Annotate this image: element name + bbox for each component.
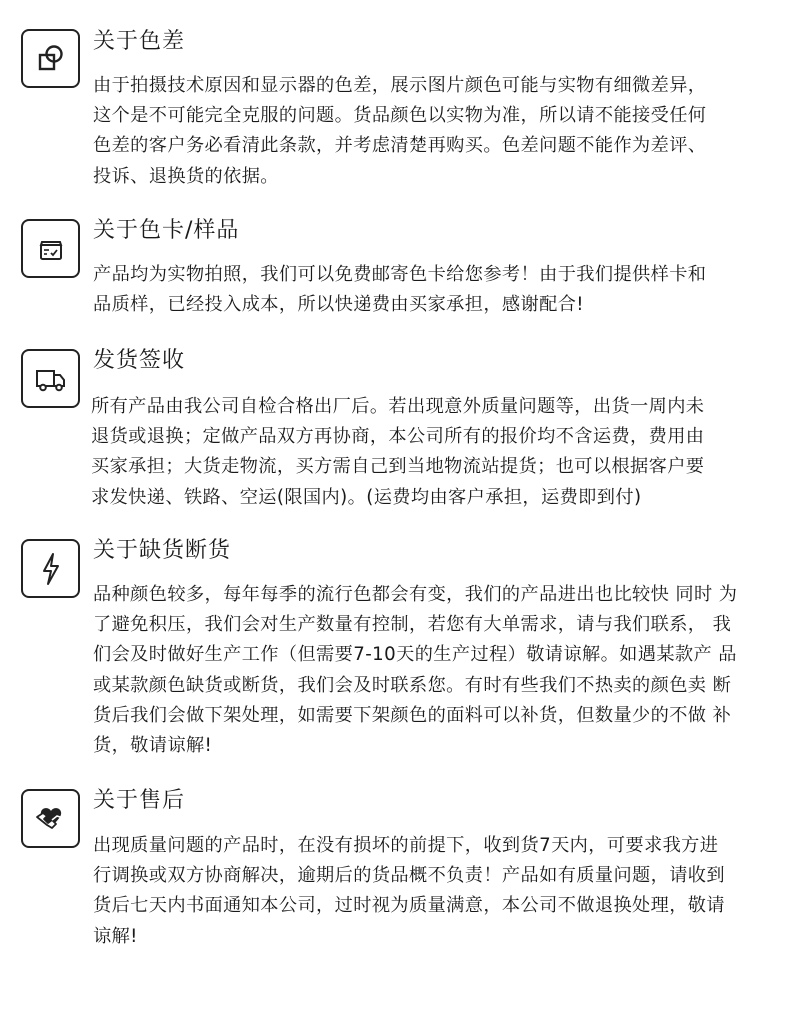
body-line: 货后七天内书面通知本公司，过时视为质量满意，本公司不做退换处理，敬请 — [93, 895, 725, 917]
body-line: 买家承担；大货走物流，买方需自己到当地物流站提货；也可以根据客户要 — [91, 456, 705, 478]
lightning-icon — [21, 539, 80, 598]
section-body — [93, 260, 706, 320]
handshake-heart-icon — [21, 789, 80, 848]
section-body — [93, 831, 725, 952]
body-line: 求发快递、铁路、空运(限国内)。(运费均由客户承担，运费即到付) — [91, 486, 642, 508]
body-line: 谅解! — [93, 925, 138, 947]
section-title: 发货签收 — [93, 348, 186, 373]
section-title: 关于色差 — [93, 29, 186, 54]
body-line: 色差的客户务必看清此条款，并考虑清楚再购买。色差问题不能作为差评、 — [93, 135, 707, 157]
section-body — [91, 392, 704, 513]
body-line: 由于拍摄技术原因和显示器的色差，展示图片颜色可能与实物有细微差异， — [93, 75, 707, 96]
body-line: 行调换或双方协商解决，逾期后的货品概不负责！产品如有质量问题，请收到 — [93, 865, 725, 887]
body-line: 所有产品由我公司自检合格出厂后。若出现意外质量问题等，出货一周内未 — [91, 396, 705, 417]
section-body — [93, 580, 737, 761]
body-line: 或某款颜色缺货或断货，我们会及时联系您。有时有些我们不热卖的颜色卖 断 — [93, 674, 732, 696]
truck-icon — [21, 349, 80, 408]
body-line: 品种颜色较多，每年每季的流行色都会有变，我们的产品进出也比较快 同时 为 — [93, 584, 738, 605]
body-line: 货，敬请谅解! — [93, 735, 213, 757]
body-line: 出现质量问题的产品时，在没有损坏的前提下，收到货7天内，可要求我方进 — [93, 835, 719, 856]
body-line: 这个是不可能完全克服的问题。货品颜色以实物为准，所以请不能接受任何 — [93, 105, 707, 127]
body-line: 退货或退换；定做产品双方再协商，本公司所有的报价均不含运费，费用由 — [91, 426, 705, 448]
body-line: 投诉、退换货的依据。 — [93, 165, 279, 187]
body-line: 货后我们会做下架处理，如需要下架颜色的面料可以补货，但数量少的不做 补 — [93, 704, 732, 726]
body-line: 了避免积压，我们会对生产数量有控制，若您有大单需求，请与我们联系， 我 — [93, 614, 732, 636]
body-line: 产品均为实物拍照，我们可以免费邮寄色卡给您参考！由于我们提供样卡和 — [93, 264, 707, 285]
box-check-icon — [21, 219, 80, 278]
section-title: 关于售后 — [93, 788, 186, 813]
shapes-icon — [21, 29, 80, 88]
body-line: 品质样，已经投入成本，所以快递费由买家承担，感谢配合! — [93, 294, 584, 316]
body-line: 们会及时做好生产工作（但需要7-10天的生产过程）敬请谅解。如遇某款产 品 — [93, 644, 737, 666]
section-title: 关于色卡/样品 — [93, 218, 240, 243]
section-title: 关于缺货断货 — [93, 538, 232, 563]
section-body — [93, 71, 706, 192]
